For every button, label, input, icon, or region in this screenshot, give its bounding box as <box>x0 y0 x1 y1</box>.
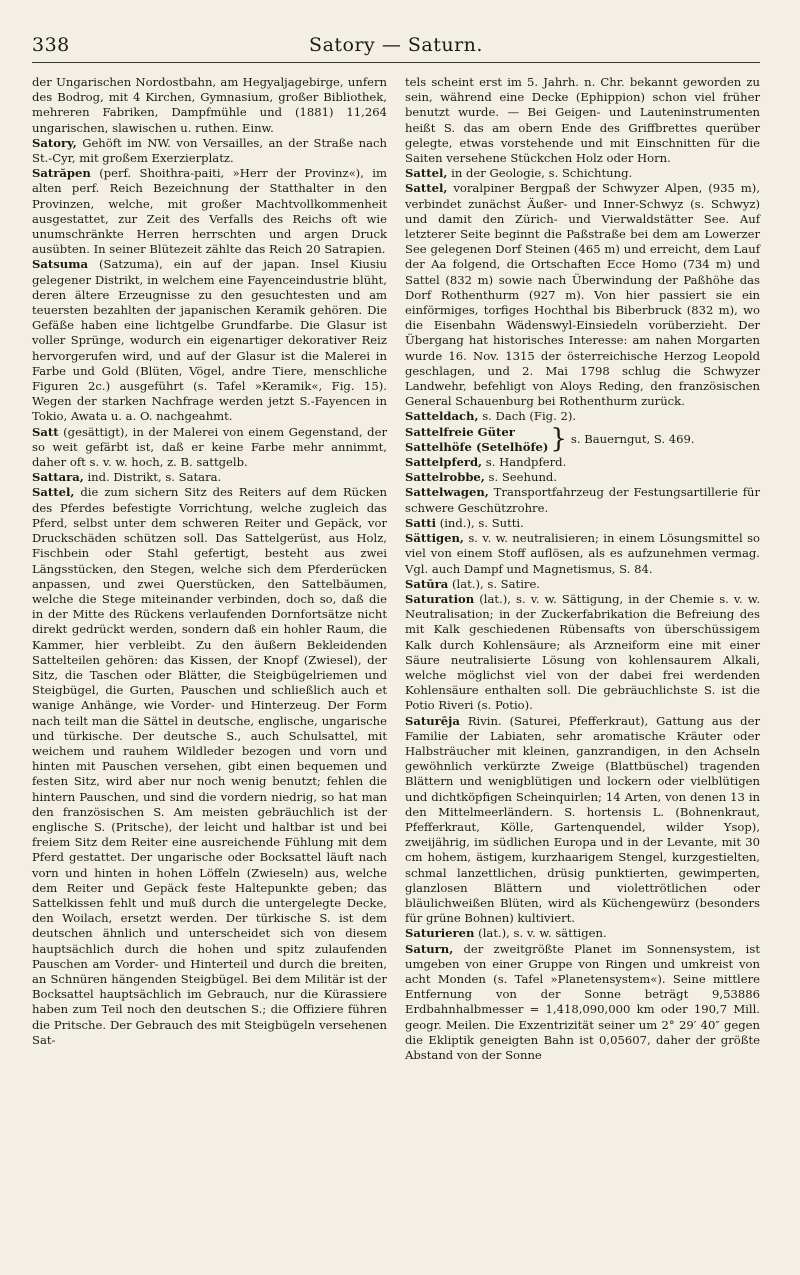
entry-headword: Sattelrobbe, <box>405 470 485 485</box>
dictionary-entry <box>405 166 760 181</box>
entry-text: (perf. Shoithra-paiti, »Herr der Provinz«), im alten perf. Reich Bezeichnung der Statthalter in den Provinzen, welche, mit großer Machtvollkommenheit ausgestattet, zur Zeit des Verfalls des Reichs oft wie unumschränkte Herren herrschten und argen Druck ausübten. In seiner Blütezeit zählte das Reich 20 Satrapien. <box>32 166 387 257</box>
dictionary-entry <box>405 455 760 470</box>
entry-text: Transportfahrzeug der Festungsartillerie für schwere Geschützrohre. <box>405 485 760 515</box>
running-title: Satory — Saturn. <box>309 34 483 56</box>
dictionary-entry <box>405 942 760 1064</box>
entry-text: tels scheint erst im 5. Jahrh. n. Chr. bekannt geworden zu sein, während eine Decke (Ephippion) schon viel früher benutzt wurde. — Bei Geigen- und Lauteninstrumenten heißt S. das am obern Ende des Griffbrettes querüber gelegte, etwas vorstehende und mit Einschnitten für die Saiten versehene Stückchen Holz oder Horn. <box>405 75 760 166</box>
dictionary-entry <box>405 592 760 714</box>
entry-text: der Ungarischen Nordostbahn, am Hegyaljagebirge, unfern des Bodrog, mit 4 Kirchen, Gymnasium, großer Bibliothek, mehreren Fabriken, Dampfmühle und (1881) 11,264 ungarischen, slawischen u. ruthen. Einw. <box>32 75 387 135</box>
cross-reference: s. Bauerngut, S. 469. <box>570 432 695 447</box>
entry-text: der zweitgrößte Planet im Sonnensystem, ist umgeben von einer Gruppe von Ringen und umkreist von acht Monden (s. Tafel »Planetensystem«). Seine mittlere Entfernung von der Sonne beträgt 9,53886 Erdbahnhalbmesser = 1,418,090,000 km oder 190,7 Mill. geogr. Meilen. Die Exzentrizität seiner um 2° 29′ 40″ gegen die Ekliptik geneigten Bahn ist 0,05607, daher der größte Abstand von der Sonne <box>405 941 760 1062</box>
dictionary-entry <box>405 577 760 592</box>
entry-text: s. v. w. neutralisieren; in einem Lösungsmittel so viel von einem Stoff auflösen, als es aufzunehmen vermag. Vgl. auch Dampf und Magnetismus, S. 84. <box>405 531 760 576</box>
entry-headword: Satrăpen <box>32 166 91 181</box>
dictionary-entry <box>32 485 387 1048</box>
dictionary-entry <box>405 714 760 927</box>
dictionary-entry <box>405 516 760 531</box>
dictionary-entry <box>405 75 760 166</box>
entry-text: (ind.), s. Sutti. <box>439 515 524 530</box>
entry-text: in der Geologie, s. Schichtung. <box>451 166 633 181</box>
entry-headword: Satūra <box>405 576 449 591</box>
entry-headword: Saturn, <box>405 941 454 956</box>
entry-headword: Sattel, <box>32 485 75 500</box>
entry-headword: Sattelfreie Güter <box>405 424 515 439</box>
entry-headword: Sattelhöfe (Setelhöfe) <box>405 439 549 454</box>
entry-headword: Satt <box>32 424 59 439</box>
entry-headword: Satti <box>405 515 436 530</box>
entry-text: Gehöft im NW. von Versailles, an der Straße nach St.-Cyr, mit großem Exerzierplatz. <box>32 135 387 166</box>
entry-headword: Satsuma <box>32 257 88 272</box>
right-column <box>405 75 760 1063</box>
entry-headword: Sattelpferd, <box>405 455 483 470</box>
entry-text: (lat.), s. v. w. Sättigung, in der Chemie s. v. w. Neutralisation; in der Zuckerfabrikation die Befreiung des mit Kalk geschiedenen Rübensafts von überschüssigem Kalk durch Kohlensäure; als Arzneiform eine mit einer Säure neutralisierte Lösung von kohlensaurem Alkali, welche möglichst viel von der dabei frei werdenden Kohlensäure enthalten soll. Die gebräuchlichste S. ist die Potio Riveri (s. Potio). <box>405 591 761 713</box>
entry-headword: Sattel, <box>405 181 448 196</box>
dictionary-entry <box>32 470 387 485</box>
dictionary-entry <box>405 181 760 409</box>
dictionary-entry <box>32 425 387 471</box>
dictionary-entry <box>405 531 760 577</box>
bracketed-entry-group <box>405 425 760 455</box>
dictionary-entry <box>32 166 387 257</box>
dictionary-entry <box>32 75 387 136</box>
entry-headword: Sättigen, <box>405 531 464 546</box>
brace-glyph: } <box>550 423 567 454</box>
entry-text: ind. Distrikt, s. Satara. <box>87 470 222 485</box>
entry-headword: Saturation <box>405 591 475 606</box>
entry-text: (gesättigt), in der Malerei von einem Gegenstand, der so weit gefärbt ist, daß er keine Farbe mehr annimmt, daher oft s. v. w. hoch, z. B. sattgelb. <box>32 424 387 470</box>
entry-headword: Saturēja <box>405 713 460 728</box>
page-header <box>32 34 760 63</box>
entry-text: s. Handpferd. <box>485 455 567 470</box>
left-column <box>32 75 387 1063</box>
entry-text: (lat.), s. v. w. sättigen. <box>478 926 607 941</box>
page-number: 338 <box>32 34 70 56</box>
entry-text: die zum sichern Sitz des Reiters auf dem Rücken des Pferdes befestigte Vorrichtung, welche zugleich das Pferd, selbst unter dem schweren Reiter und Gepäck, vor Druckschäden schützen soll. Das Sattelgerüst, aus Holz, Fischbein oder Stahl gefertigt, besteht aus zwei Längsstücken, den Stegen, welche sich dem Pferderücken anpassen, und zwei Querstücken, den Sattelbäumen, welche die Stege miteinander verbinden, doch so, daß die in der Mitte des Rückens verlaufenden Dornfortsätze nicht direkt gedrückt werden, sondern daß ein hohler Raum, die Kammer, hier verbleibt. Zu den äußern Bekleidenden Sattelteilen gehören: das Kissen, der Knopf (Zwiesel), der Sitz, die Taschen oder Blätter, die Steigbügelriemen und Steigbügel, die Gurten, Pauschen und schließlich auch et wanige Anhänge, wie Vorder- und Hinterzeug. Der Form nach teilt man die Sättel in deutsche, englische, ungarische und türkische. Der deutsche S., auch Schulsattel, mit weichem und rauhem Wildleder bezogen und vorn und hinten mit Pauschen versehen, gibt einen bequemen und festen Sitz, wird aber nur noch wenig benutzt; fehlen die hintern Pauschen, und sind die vordern niedrig, so hat man den französischen S. Am meisten gebräuchlich ist der englische S. (Pritsche), der leicht und haltbar ist und bei freiem Sitz dem Reiter eine ausreichende Fühlung mit dem Pferd gestattet. Der ungarische oder Bocksattel läuft nach vorn und hinten in hohen Löffeln (Zwieseln) aus, welche dem Reiter und Gepäck feste Haltepunkte geben; das Sattelkissen fehlt und muß durch die untergelegte Decke, den Woilach, ersetzt werden. Der türkische S. ist dem deutschen ähnlich und unterscheidet sich von diesem hauptsächlich durch die hohen und spitz zulaufenden Pauschen am Vorder- und Hinterteil und durch die breiten, an Schnüren hängenden Steigbügel. Bei dem Militär ist der Bocksattel hauptsächlich im Gebrauch, nur die Kürassiere haben zum Teil noch den deutschen S.; die Offiziere führen die Pritsche. Der Gebrauch des mit Steigbügeln versehenen Sat- <box>32 485 387 1047</box>
entry-text: voralpiner Bergpaß der Schwyzer Alpen, (935 m), verbindet zunächst Äußer- und Inner-Schwyz (s. Schwyz) und damit den Zürich- und Vierwaldstätter See. Auf letzterer Seite beginnt die Paßstraße bei dem am Lowerzer See gelegenen Dorf Steinen (465 m) und erreicht, dem Lauf der Aa folgend, die Ortschaften Ecce Homo (734 m) und Sattel (832 m) sowie nach Überwindung der Paßhöhe das Dorf Rothenthurm (927 m). Von hier passiert sie ein einförmiges, torfiges Hochthal bis Biberbruck (832 m), wo die Eisenbahn Wädenswyl-Einsiedeln vorüberzieht. Der Übergang hat historisches Interesse: am nahen Morgarten wurde 16. Nov. 1315 der österreichische Herzog Leopold geschlagen, und 2. Mai 1798 schlug die Schwyzer Landwehr, befehligt von Aloys Reding, den französischen General Schauenburg bei Rothenthurm zurück. <box>405 181 761 409</box>
entry-text: s. Dach (Fig. 2). <box>482 409 577 424</box>
dictionary-entry <box>32 136 387 166</box>
entry-headword: Saturieren <box>405 926 475 941</box>
text-columns <box>32 75 760 1063</box>
dictionary-entry <box>405 485 760 515</box>
entry-headword: Satory, <box>32 135 77 150</box>
entry-text: s. Seehund. <box>488 470 558 485</box>
dictionary-entry <box>32 257 387 424</box>
entry-text: (Satzuma), ein auf der japan. Insel Kiusiu gelegener Distrikt, in welchem eine Fayenceindustrie blüht, deren ältere Erzeugnisse zu den gesuchtesten und am teuersten bezahlten der japanischen Keramik gehören. Die Gefäße haben eine lichtgelbe Grundfarbe. Die Glasur ist voller Sprünge, wodurch ein eigenartiger dekorativer Reiz hervorgerufen wird, und auf der Glasur ist die Malerei in Farbe und Gold (Blüten, Vögel, andre Tiere, menschliche Figuren 2c.) ausgeführt (s. Tafel »Keramik«, Fig. 15). Wegen der starken Nachfrage werden jetzt S.-Fayencen in Tokio, Awata u. a. O. nachgeahmt. <box>32 257 388 424</box>
entry-headword: Sattelwagen, <box>405 485 489 500</box>
dictionary-entry <box>405 409 760 424</box>
entry-text: Rivin. (Saturei, Pfefferkraut), Gattung aus der Familie der Labiaten, sehr aromatische Kräuter oder Halbsträucher mit kleinen, ganzrandigen, in den Achseln gewöhnlich verkürzte Zweige (Blattbüschel) tragenden Blättern und wenigblütigen und lockern oder vielblütigen und dichtköpfigen Scheinquirlen; 14 Arten, von denen 13 in den Mittelmeerländern. S. hortensis L. (Bohnenkraut, Pfefferkraut, Kölle, Gartenquendel, wilder Ysop), zweijährig, im südlichen Europa und in der Levante, mit 30 cm hohem, ästigem, kurzhaarigem Stengel, kurzgestielten, schmal lanzettlichen, drüsig punktierten, gewimperten, glanzlosen Blättern und violettrötlichen oder bläulichweißen Blüten, wird als Küchengewürz (besonders für grüne Bohnen) kultiviert. <box>405 713 761 926</box>
dictionary-entry <box>405 926 760 941</box>
entry-headword: Satteldach, <box>405 409 479 424</box>
dictionary-entry <box>405 470 760 485</box>
entry-text: (lat.), s. Satire. <box>451 576 540 591</box>
entry-headword: Sattara, <box>32 470 84 485</box>
entry-headword: Sattel, <box>405 166 448 181</box>
